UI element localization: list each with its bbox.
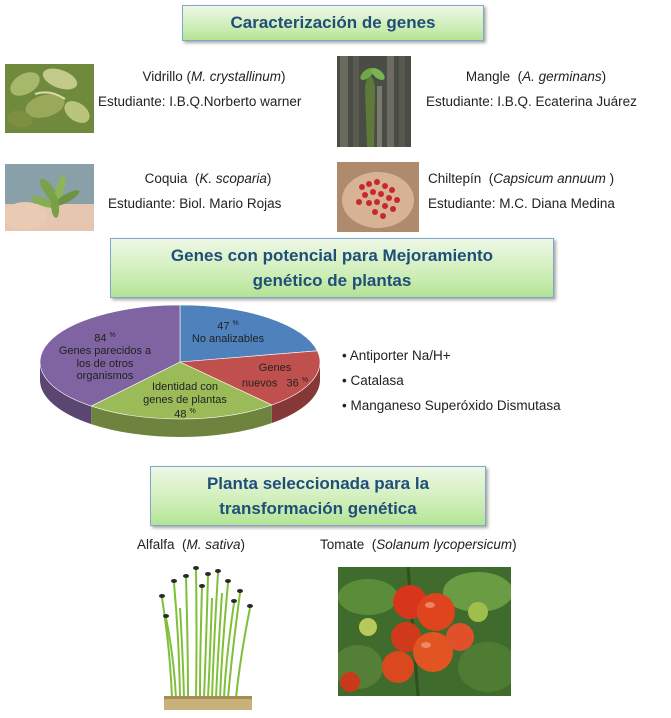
pie-label-identidad-value: 48 [174, 408, 187, 421]
coquia-photo [5, 164, 94, 231]
coquia-student: Estudiante: Biol. Mario Rojas [108, 196, 282, 211]
pie-label-no-analizables-text: No analizables [191, 333, 265, 346]
pie-label-genes-parecidos-line1: Genes parecidos a [58, 345, 152, 358]
coquia-common: Coquia [144, 171, 188, 186]
vidrillo-text: Vidrillo (M. crystallinum) Estudiante: I.B.Q.Norberto warner [98, 68, 330, 110]
banner-genes-potencial-line1: Genes con potencial para Mejoramiento [170, 246, 494, 265]
mangle-text: Mangle (A. germinans) Estudiante: I.B.Q. Ecaterina Juárez [426, 68, 646, 110]
vidrillo-photo [5, 64, 94, 133]
gene-bullet-item: • Manganeso Superóxido Dismutasa [342, 393, 561, 418]
vidrillo-scientific: M. crystallinum [191, 69, 282, 84]
pie-label-genes-nuevos-line1: Genes [258, 362, 292, 374]
alfalfa-common: Alfalfa [137, 537, 175, 552]
chiltepin-photo [337, 162, 419, 232]
banner-caracterizacion-text: Caracterización de genes [230, 13, 436, 32]
alfalfa-scientific: M. sativa [186, 537, 241, 552]
mangle-photo [337, 56, 411, 147]
mangle-scientific: A. germinans [522, 69, 602, 84]
pie-label-genes-parecidos-line3: organismos [76, 370, 134, 383]
gene-bullet-item: • Antiporter Na/H+ [342, 343, 561, 368]
tomate-common: Tomate [320, 537, 365, 552]
pie-label-identidad-line2: genes de plantas [143, 393, 227, 406]
tomate-caption: Tomate (Solanum lycopersicum) [320, 537, 517, 552]
pie-label-genes-nuevos-value: 36 [286, 377, 299, 390]
banner-caracterizacion [182, 5, 484, 41]
pie-label-genes-parecidos: 84 % Genes parecidos a los de otros organismos [50, 330, 160, 383]
pie-label-genes-nuevos: Genes nuevos 36 % [230, 362, 320, 390]
pie-label-identidad-line1: Identidad con [151, 381, 219, 393]
vidrillo-common: Vidrillo [142, 69, 183, 84]
mangle-student: Estudiante: I.B.Q. Ecaterina Juárez [426, 94, 637, 109]
coquia-text: Coquia (K. scoparia) Estudiante: Biol. Mario Rojas [108, 170, 308, 212]
gene-bullet-list [342, 343, 561, 418]
pie-label-no-analizables: 47 % No analizables [188, 318, 268, 346]
banner-planta-line1: Planta seleccionada para la [206, 474, 430, 493]
pie-label-genes-nuevos-line2: nuevos [241, 377, 278, 390]
chiltepin-scientific: Capsicum annuum [493, 171, 606, 186]
tomate-photo [338, 567, 511, 696]
banner-genes-potencial-line2: genético de plantas [252, 271, 412, 290]
banner-planta-line2: transformación genética [219, 499, 417, 518]
coquia-scientific: K. scoparia [199, 171, 267, 186]
mangle-common: Mangle [465, 69, 511, 84]
pie-label-genes-parecidos-value: 84 [94, 332, 107, 345]
chiltepin-text: Chiltepín (Capsicum annuum ) Estudiante: M.C. Diana Medina [428, 170, 648, 212]
alfalfa-photo [152, 558, 264, 715]
tomate-scientific: Solanum lycopersicum [376, 537, 513, 552]
banner-genes-potencial [110, 238, 554, 298]
pie-label-identidad: Identidad con genes de plantas 48 % [135, 381, 235, 421]
pie-label-genes-parecidos-line2: los de otros [76, 357, 134, 370]
chiltepin-common: Chiltepín [428, 171, 482, 186]
alfalfa-caption: Alfalfa (M. sativa) [137, 537, 246, 552]
banner-planta-seleccionada [150, 466, 486, 526]
vidrillo-student: Estudiante: I.B.Q.Norberto warner [98, 94, 302, 109]
chiltepin-student: Estudiante: M.C. Diana Medina [428, 196, 615, 211]
gene-bullet-item: • Catalasa [342, 368, 561, 393]
pie-label-no-analizables-value: 47 [217, 320, 230, 333]
